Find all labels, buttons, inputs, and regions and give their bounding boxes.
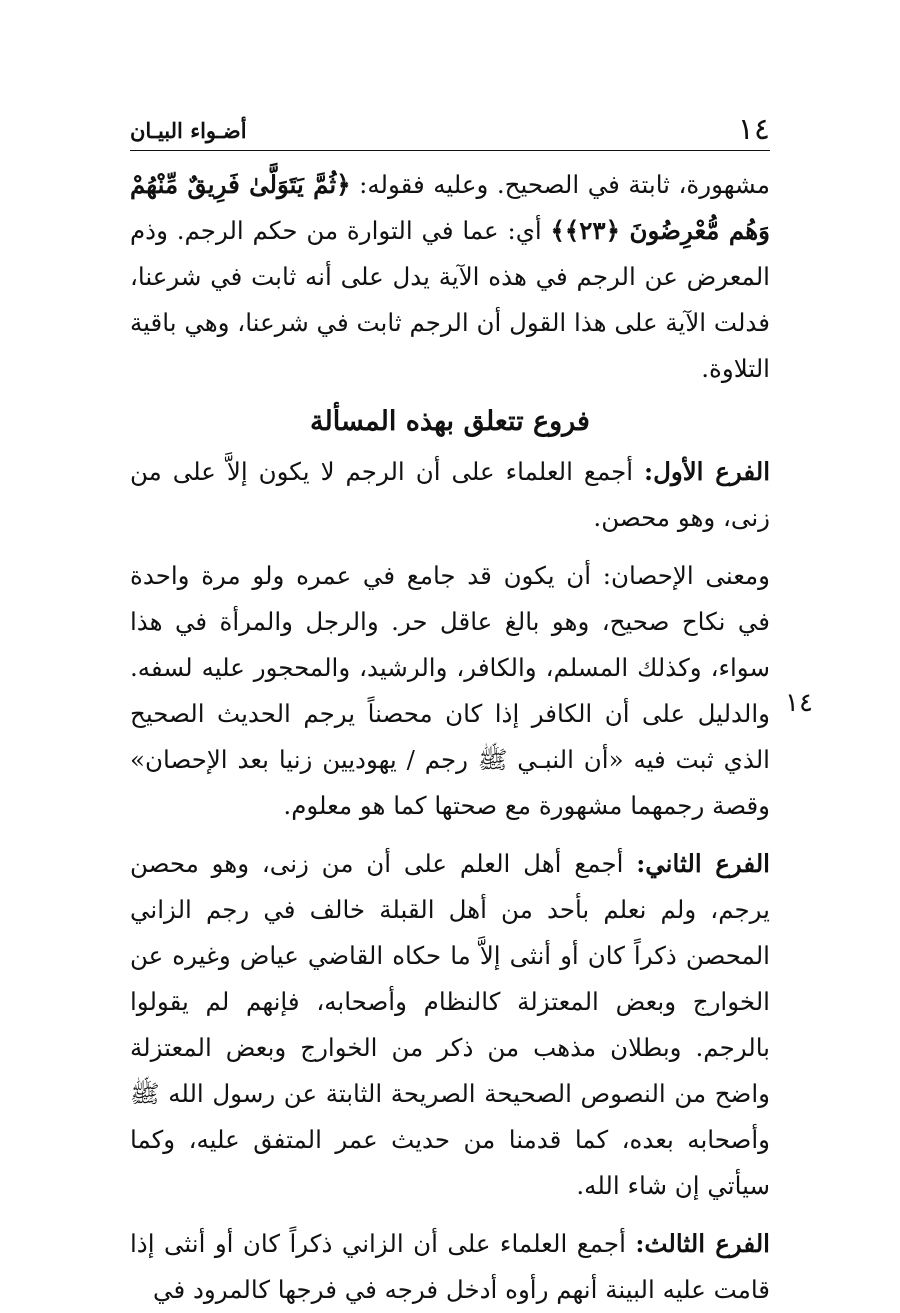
paragraph-text: أجمع العلماء على أن الرجم لا يكون إلاَّ على من زنى، وهو محصن. — [130, 457, 770, 532]
paragraph-branch-3 — [130, 1221, 770, 1313]
paragraph-branch-2 — [130, 841, 770, 1209]
paragraph-quran-commentary — [130, 162, 770, 392]
paragraph-ihsan-definition — [130, 553, 770, 829]
paragraph-branch-1 — [130, 449, 770, 541]
branch-label: الفرع الثالث: — [635, 1229, 770, 1258]
paragraph-text: مشهورة، ثابتة في الصحيح. وعليه فقوله: — [350, 170, 771, 199]
branch-label: الفرع الثاني: — [636, 849, 770, 878]
paragraph-text: أجمع أهل العلم على أن من زنى، وهو محصن يرجم، ولم نعلم بأحد من أهل القبلة خالف في رجم الزاني المحصن ذكراً كان أو أنثى إلاَّ ما حكاه القاضي عياض وغيره عن الخوارج وبعض المعتزلة كالنظام وأصحابه، فإنهم لم يقولوا بالرجم. وبطلان مذهب من ذكر من الخوارج وبعض المعتزلة واضح من النصوص الصحيحة الصريحة الثابتة عن رسول الله ﷺ وأصحابه بعده، كما قدمنا من حديث عمر المتفق عليه، وكما سيأتي إن شاء الله. — [130, 849, 770, 1200]
quran-verse: ﴿ثُمَّ يَتَوَلَّىٰ فَرِيقٌ مِّنْهُمْ وَهُم مُّعْرِضُونَ ﴿٢٣﴾﴾ — [130, 170, 770, 245]
paragraph-text: أجمع العلماء على أن الزاني ذكراً كان أو أنثى إذا قامت عليه البينة أنهم رأوه أدخل فرجه في فرجها كالمرود في — [130, 1229, 770, 1304]
paragraph-gap — [130, 829, 770, 841]
margin-page-marker: ١٤ — [785, 688, 813, 718]
running-title: أضـواء البيـان — [130, 118, 247, 143]
section-heading: فروع تتعلق بهذه المسألة — [310, 406, 590, 437]
paragraph-text: ومعنى الإحصان: أن يكون قد جامع في عمره ولو مرة واحدة في نكاح صحيح، وهو بالغ عاقل حر. والرجل والمرأة في هذا سواء، وكذلك المسلم، والكافر، والرشيد، والمحجور عليه لسفه. والدليل على أن الكافر إذا كان محصناً يرجم الحديث الصحيح الذي ثبت فيه «أن النبـي ﷺ رجم / يهوديين زنيا بعد الإحصان» وقصة رجمهما مشهورة مع صحتها كما هو معلوم. — [130, 561, 770, 820]
branch-label: الفرع الأول: — [644, 457, 770, 486]
page-number: ١٤ — [737, 112, 770, 147]
page-body — [130, 162, 770, 1313]
paragraph-gap — [130, 541, 770, 553]
paragraph-text: أي: عما في التوارة من حكم الرجم. وذم المعرض عن الرجم في هذه الآية يدل على أنه ثابت في شرعنا، فدلت الآية على هذا القول أن الرجم ثابت في شرعنا، وهي باقية التلاوة. — [130, 216, 770, 383]
paragraph-gap — [130, 1209, 770, 1221]
header-rule — [130, 150, 770, 151]
page-header — [130, 108, 770, 150]
